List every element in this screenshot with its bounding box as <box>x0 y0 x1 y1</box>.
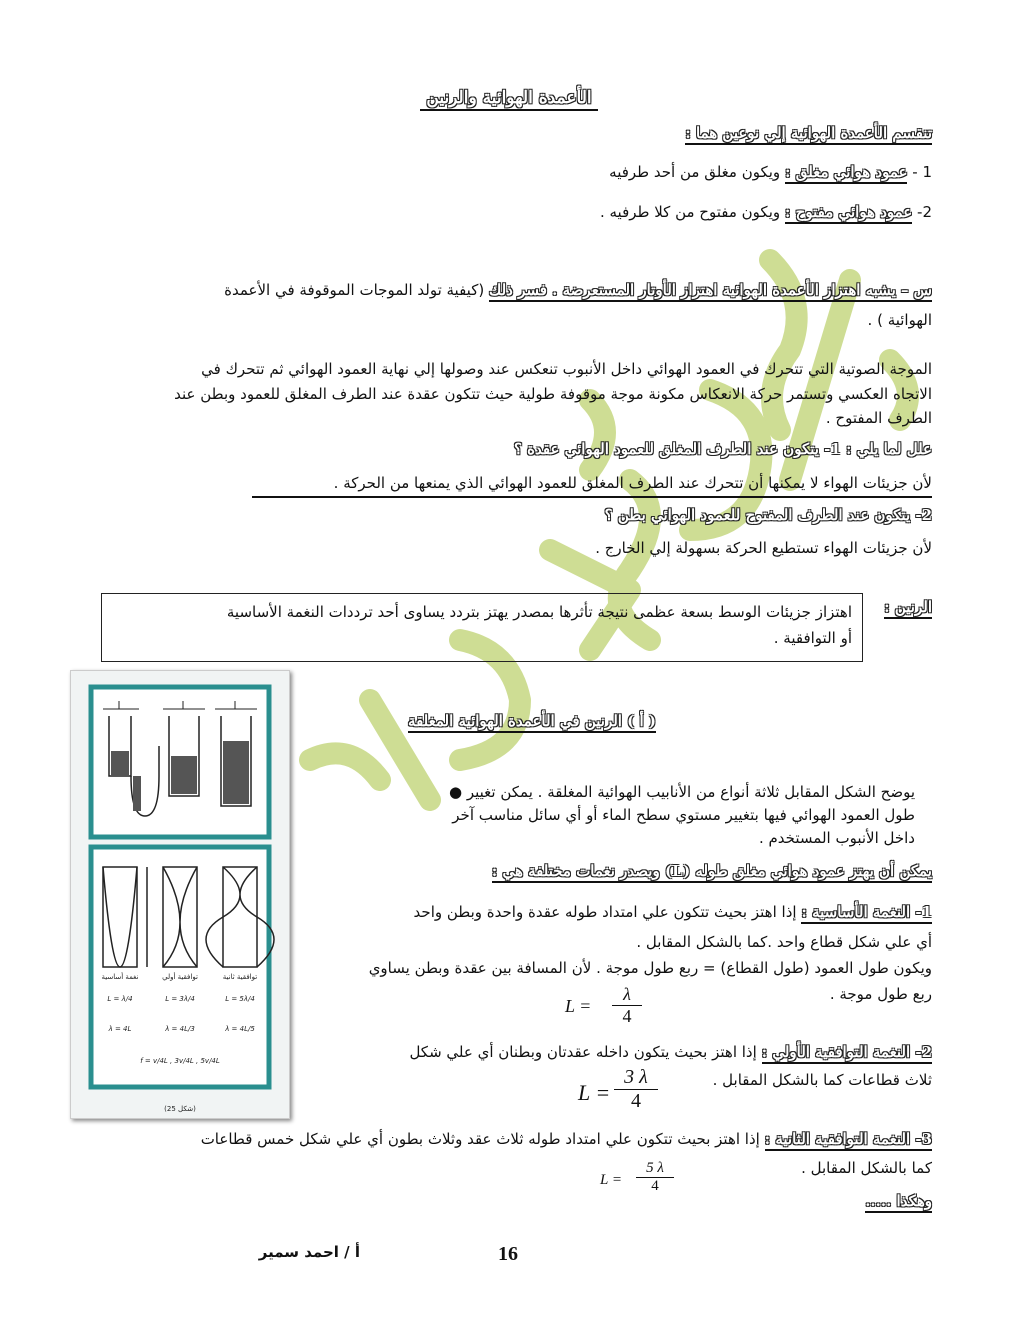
explain-heading: علل لما يلي : 1- يتكون عند الطرف المغلق للعمود الهوائي عقدة ؟ <box>513 440 932 458</box>
svg-text:L = λ/4: L = λ/4 <box>107 995 133 1003</box>
eq3-numerator: 5 λ <box>636 1160 674 1178</box>
question-line <box>112 278 932 302</box>
harmonic-1-line-4: ربع طول موجة . <box>829 985 932 1003</box>
harmonic-3-line-2: كما بالشكل المقابل . <box>801 1159 932 1177</box>
page-number: 16 <box>498 1243 518 1265</box>
type-1-text: ويكون مغلق من أحد طرفيه <box>609 163 781 181</box>
type-1-term: عمود هوائي مغلق : <box>785 163 908 184</box>
harmonic-1-term: 1- النغمة الأساسية : <box>801 903 932 924</box>
and-so-on: وهكذا ..... <box>865 1192 932 1213</box>
eq3-lhs: L = <box>600 1172 622 1188</box>
harmonic-1-text: إذا اهتز بحيث تتكون علي امتداد طوله عقدة واحدة وبطن واحد <box>413 903 797 921</box>
question-prefix: س – يشبه اهتزاز الأعمدة الهوائية اهتزاز الأوتار المستعرضة . فسر ذلك <box>489 281 932 302</box>
bullet-line-2: طول العمود الهوائي فيها بتغيير مستوي سطح الماء أو أي سائل مناسب آخر <box>452 806 915 824</box>
question-rest: (كيفية تولد الموجات الموقوفة في الأعمدة <box>224 281 485 299</box>
harmonic-1-line-1 <box>332 900 932 924</box>
eq1-fraction <box>612 984 642 1027</box>
fig-label-second-overtone: توافقية ثانية <box>222 973 258 981</box>
eq1-numerator: λ <box>612 984 642 1006</box>
eq2-lhs: L = <box>578 1080 611 1105</box>
harmonic-3-line-1 <box>92 1127 932 1151</box>
harmonic-3-term: 3- النغمة التوافقية الثانية : <box>765 1130 932 1151</box>
paragraph-line-3: الطرف المفتوح . <box>825 409 932 427</box>
type-2-number: 2- <box>917 203 932 221</box>
bullet-icon: ● <box>448 783 463 801</box>
eq1-lhs: L = <box>565 996 592 1016</box>
eq2-denominator: 4 <box>631 1090 641 1112</box>
harmonic-2-line-2: ثلاث قطاعات كما بالشكل المقابل . <box>712 1071 932 1089</box>
harmonic-3-text: إذا اهتز بحيث تتكون علي امتداد طوله ثلاث عقد وثلاث بطون أي علي شكل خمس قطاعات <box>200 1130 760 1148</box>
svg-text:λ = 4L: λ = 4L <box>108 1025 132 1033</box>
fig-caption: (شكل 25) <box>164 1105 196 1113</box>
fig-label-fundamental: نغمة أساسية <box>101 973 139 981</box>
closed-tubes-diagram <box>71 671 289 1118</box>
svg-text:λ = 4L/5: λ = 4L/5 <box>225 1025 255 1033</box>
section-a-heading: ( أ ) الرنين في الأعمدة الهوائية المغلقة <box>408 712 656 733</box>
explain-question-2: 2- يتكون عند الطرف المفتوح للعمود الهوائي بطن ؟ <box>604 506 932 524</box>
eq2-fraction <box>614 1066 658 1113</box>
question-rest-2: الهوائية ) . <box>867 311 932 329</box>
type-2-text: ويكون مفتوح من كلا طرفيه . <box>599 203 781 221</box>
svg-text:L = 5λ/4: L = 5λ/4 <box>225 995 255 1003</box>
harmonic-1-line-2: أي علي شكل قطاع واحد .كما بالشكل المقابل . <box>636 933 932 951</box>
bullet-line-3: داخل الأنبوب المستخدم . <box>758 829 915 847</box>
bullet-line-1: يوضح الشكل المقابل ثلاثة أنواع من الأنابيب الهوائية المغلقة . يمكن تغيير ● <box>448 783 915 801</box>
eq3-fraction <box>636 1160 674 1195</box>
explain-answer-2: لأن جزيئات الهواء تستطيع الحركة بسهولة إلي الخارج . <box>595 539 932 557</box>
type-2-term: عمود هوائي مفتوح : <box>785 203 912 224</box>
type-1-number: 1 - <box>912 163 932 181</box>
closed-tubes-figure <box>70 670 290 1119</box>
svg-text:L = 3λ/4: L = 3λ/4 <box>165 995 195 1003</box>
fig-label-first-overtone: توافقية أولي <box>162 973 198 981</box>
resonance-definition-line-1: اهتزاز جزيئات الوسط بسعة عظمى نتيجة تأثرها بمصدر يهتز بتردد يساوى أحد ترددات النغمة الأساسية <box>226 603 852 621</box>
harmonic-2-text: إذا اهتز بحيث يتكون داخله عقدتان وبطنان أي علي شكل <box>409 1043 757 1061</box>
types-heading: تنقسم الأعمدة الهوائية إلي نوعين هما : <box>685 124 932 145</box>
eq3-denominator: 4 <box>651 1178 659 1194</box>
resonance-definition-line-2: أو التوافقية . <box>773 629 852 647</box>
svg-text:λ = 4L/3: λ = 4L/3 <box>165 1025 195 1033</box>
harmonic-2-term: 2- النغمة التوافقية الأولي : <box>762 1043 932 1064</box>
closed-column-heading: يمكن أن يهتز عمود هوائي مغلق طوله (L) ويصدر نغمات مختلفة هي : <box>492 862 932 883</box>
type-2-line <box>432 200 932 224</box>
paragraph-line-2: الاتجاه العكسي وتستمر حركة الانعكاس مكونة موجة موقوفة طولية حيث تتكون عقدة عند الطرف المغلق للعمود وبطن عند <box>174 385 932 403</box>
explain-answer-1: لأن جزيئات الهواء لا يمكنها أن تتحرك عند الطرف المغلق للعمود الهوائي الذي يمنعها من الحركة . <box>252 471 932 498</box>
page-title: الأعمدة الهوائية والرنين <box>420 88 598 111</box>
svg-text:f = v/4L , 3v/4L , 5v/4L: f = v/4L , 3v/4L , 5v/4L <box>140 1057 220 1065</box>
eq2-numerator: 3 λ <box>614 1066 658 1090</box>
resonance-term: الرنين : <box>884 598 932 619</box>
harmonic-2-line-1 <box>322 1040 932 1064</box>
author: أ / احمد سمير <box>258 1243 360 1261</box>
paragraph-line-1: الموجة الصوتية التي تتحرك في العمود الهوائي داخل الأنبوب تنعكس عند وصولها إلي نهاية العمود الهوائي ثم تتحرك في <box>201 360 932 378</box>
harmonic-1-line-3: ويكون طول العمود (طول القطاع) = ربع طول موجة . لأن المسافة بين عقدة وبطن يساوي <box>368 959 932 977</box>
eq1-denominator: 4 <box>622 1006 632 1026</box>
type-1-line <box>432 160 932 184</box>
